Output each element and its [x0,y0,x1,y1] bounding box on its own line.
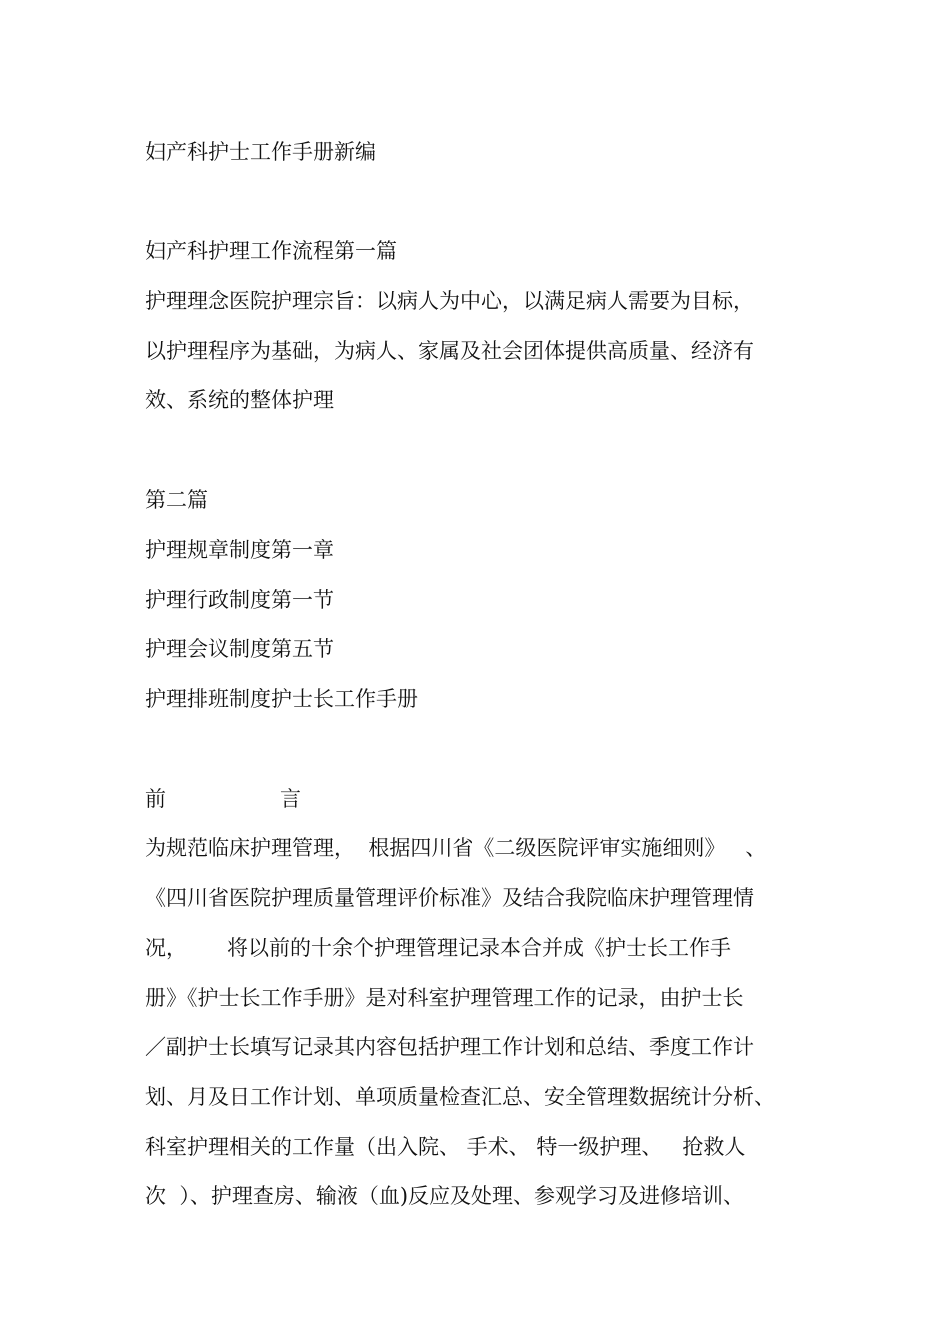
preface-line: 况， 将以前的十余个护理管理记录本合并成《护士长工作手 [145,936,732,960]
section1-line: 效、系统的整体护理 [145,388,334,412]
preface-line: 为规范临床护理管理， 根据四川省《二级医院评审实施细则》 、 [145,836,767,860]
preface-line: 次 ）、护理查房、输液（血)反应及处理、参观学习及进修培训、 [145,1184,745,1208]
section2-item: 护理行政制度第一节 [145,588,334,612]
section2-item: 护理规章制度第一章 [145,538,334,562]
preface-line: 划、月及日工作计划、单项质量检查汇总、安全管理数据统计分析、 [145,1085,775,1109]
preface-line: ／副护士长填写记录其内容包括护理工作计划和总结、季度工作计 [145,1035,754,1059]
section1-line: 以护理程序为基础，为病人、家属及社会团体提供高质量、经济有 [145,339,754,363]
document-title: 妇产科护士工作手册新编 [145,140,376,164]
preface-line: 册》《护士长工作手册》是对科室护理管理工作的记录，由护士长 [145,986,744,1010]
preface-line: 科室护理相关的工作量（出入院、 手术、 特一级护理、 抢救人 [145,1135,746,1159]
preface-line: 《四川省医院护理质量管理评价标准》及结合我院临床护理管理情 [145,886,754,910]
section1-heading: 妇产科护理工作流程第一篇 [145,239,397,263]
section2-item: 护理排班制度护士长工作手册 [145,687,418,711]
section2-heading: 第二篇 [145,488,208,512]
preface-heading-right: 言 [280,787,301,811]
preface-heading-left: 前 [145,787,166,811]
section1-line: 护理理念医院护理宗旨：以病人为中心，以满足病人需要为目标， [145,289,754,313]
section2-item: 护理会议制度第五节 [145,637,334,661]
